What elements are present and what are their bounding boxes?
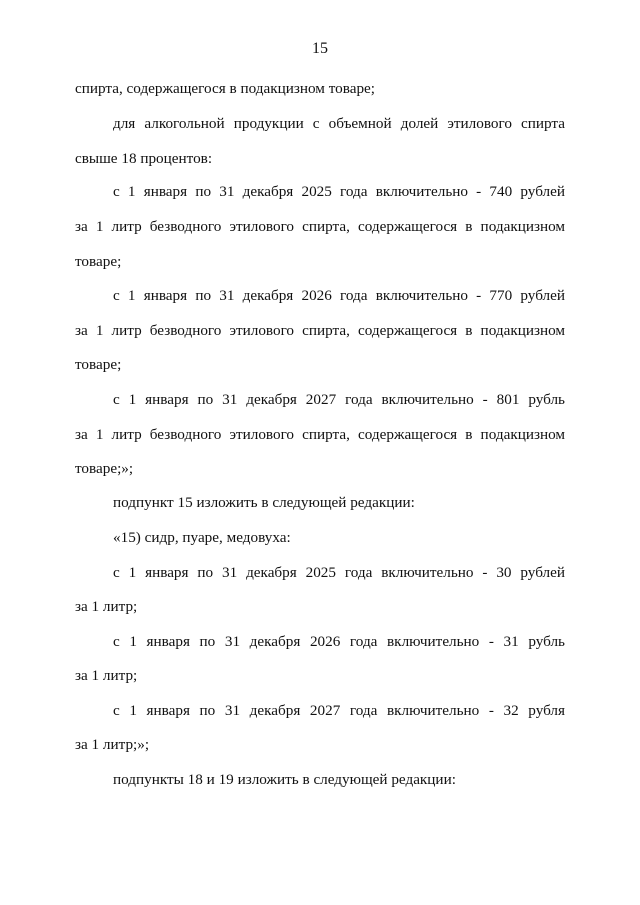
text-line: за 1 литр;	[75, 667, 138, 684]
text-line: товаре;	[75, 253, 122, 270]
text-line: с 1 января по 31 декабря 2027 года включительно - 32 рубля	[113, 702, 565, 719]
text-line: с 1 января по 31 декабря 2026 года включительно - 31 рубль	[113, 633, 565, 650]
text-line: товаре;	[75, 356, 122, 373]
text-line: за 1 литр безводного этилового спирта, содержащегося в подакцизном	[75, 218, 565, 235]
text-line: с 1 января по 31 декабря 2025 года включительно - 740 рублей	[113, 183, 565, 200]
text-line: за 1 литр;	[75, 598, 138, 615]
text-line: подпункты 18 и 19 изложить в следующей редакции:	[113, 771, 456, 788]
page-number: 15	[312, 40, 328, 57]
text-line: за 1 литр;»;	[75, 736, 150, 753]
text-line: для алкогольной продукции с объемной долей этилового спирта	[113, 115, 565, 132]
text-line: товаре;»;	[75, 460, 134, 477]
text-line: «15) сидр, пуаре, медовуха:	[113, 529, 291, 546]
text-line: подпункт 15 изложить в следующей редакции:	[113, 494, 415, 511]
text-line: за 1 литр безводного этилового спирта, содержащегося в подакцизном	[75, 322, 565, 339]
text-line: спирта, содержащегося в подакцизном товаре;	[75, 80, 376, 97]
text-line: за 1 литр безводного этилового спирта, содержащегося в подакцизном	[75, 426, 565, 443]
text-line: с 1 января по 31 декабря 2025 года включительно - 30 рублей	[113, 564, 565, 581]
text-line: с 1 января по 31 декабря 2027 года включительно - 801 рубль	[113, 391, 565, 408]
text-line: с 1 января по 31 декабря 2026 года включительно - 770 рублей	[113, 287, 565, 304]
text-line: свыше 18 процентов:	[75, 150, 213, 167]
